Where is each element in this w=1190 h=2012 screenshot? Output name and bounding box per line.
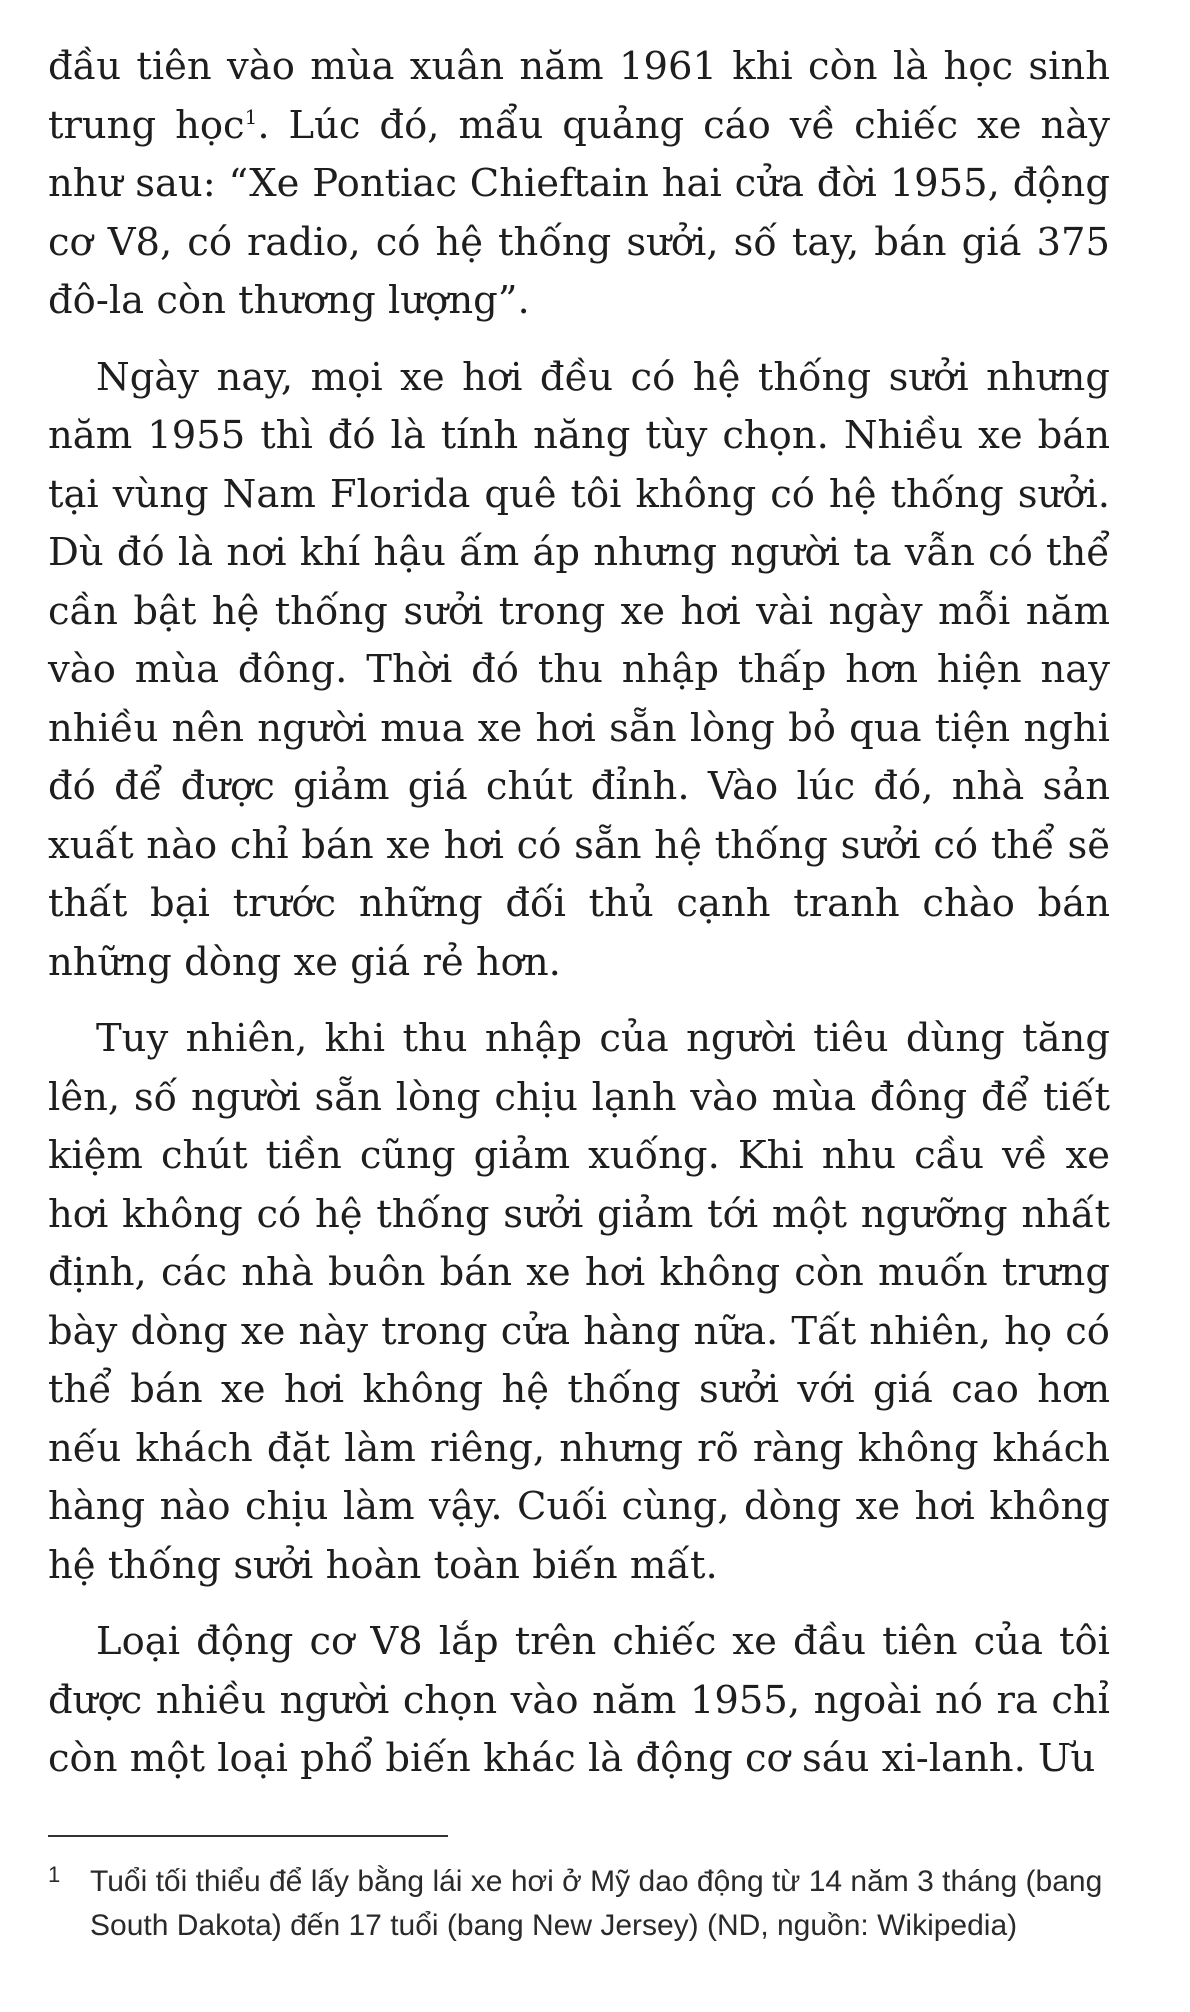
paragraph-1-text: đầu tiên vào mùa xuân năm 1961 khi còn là học sinh trung học	[48, 44, 1110, 148]
page-body	[48, 38, 1110, 1807]
footnote-mark: 1	[48, 1862, 61, 1887]
footnote	[48, 1860, 1110, 1948]
footnote-text: Tuổi tối thiểu để lấy bằng lái xe hơi ở Mỹ dao động từ 14 năm 3 tháng (bang South Dakota) đến 17 tuổi (bang New Jersey) (ND, nguồn: Wikipedia)	[90, 1865, 1103, 1942]
paragraph-2: Ngày nay, mọi xe hơi đều có hệ thống sưởi nhưng năm 1955 thì đó là tính năng tùy chọn. Nhiều xe bán tại vùng Nam Florida quê tôi không có hệ thống sưởi. Dù đó là nơi khí hậu ấm áp nhưng người ta vẫn có thể cần bật hệ thống sưởi trong xe hơi vài ngày mỗi năm vào mùa đông. Thời đó thu nhập thấp hơn hiện nay nhiều nên người mua xe hơi sẵn lòng bỏ qua tiện nghi đó để được giảm giá chút đỉnh. Vào lúc đó, nhà sản xuất nào chỉ bán xe hơi có sẵn hệ thống sưởi có thể sẽ thất bại trước những đối thủ cạnh tranh chào bán những dòng xe giá rẻ hơn.	[48, 354, 1110, 985]
paragraph-1-text-after: . Lúc đó, mẩu quảng cáo về chiếc xe này như sau: “Xe Pontiac Chieftain hai cửa đời 1955, động cơ V8, có radio, có hệ thống sưởi, số tay, bán giá 375 đô-la còn thương lượng”.	[48, 102, 1110, 323]
paragraph-1	[48, 38, 1110, 331]
paragraph-4: Loại động cơ V8 lắp trên chiếc xe đầu tiên của tôi được nhiều người chọn vào năm 1955, ngoài nó ra chỉ còn một loại phổ biến khác là động cơ sáu xi-lanh. Ưu	[48, 1619, 1110, 1781]
footnote-divider	[48, 1835, 448, 1837]
footnote-reference[interactable]: 1	[244, 104, 258, 129]
paragraph-3: Tuy nhiên, khi thu nhập của người tiêu dùng tăng lên, số người sẵn lòng chịu lạnh vào mùa đông để tiết kiệm chút tiền cũng giảm xuống. Khi nhu cầu về xe hơi không có hệ thống sưởi giảm tới một ngưỡng nhất định, các nhà buôn bán xe hơi không còn muốn trưng bày dòng xe này trong cửa hàng nữa. Tất nhiên, họ có thể bán xe hơi không hệ thống sưởi với giá cao hơn nếu khách đặt làm riêng, nhưng rõ ràng không khách hàng nào chịu làm vậy. Cuối cùng, dòng xe hơi không hệ thống sưởi hoàn toàn biến mất.	[48, 1016, 1110, 1588]
